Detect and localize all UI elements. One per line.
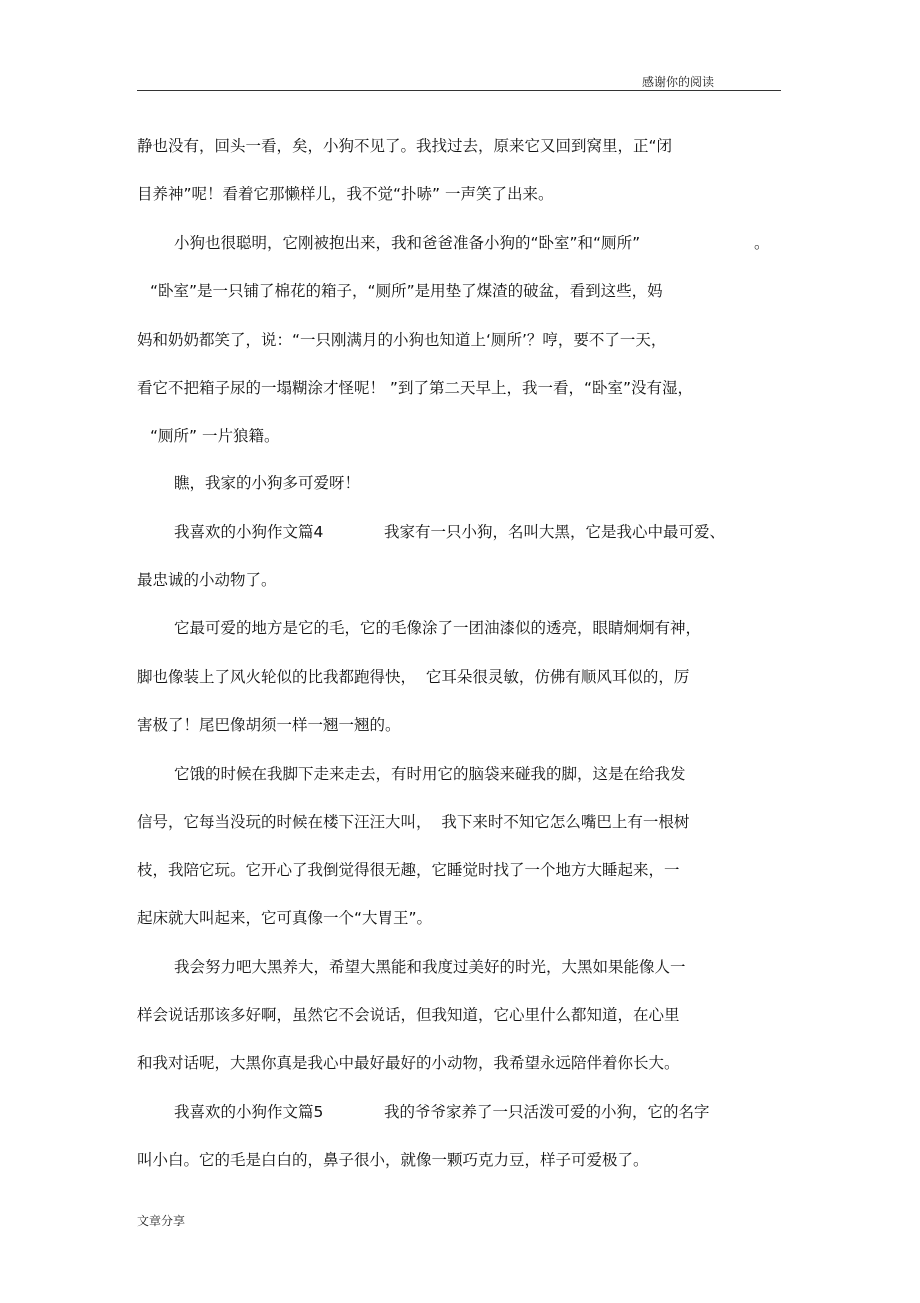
text-line: 它饿的时候在我脚下走来走去，有时用它的脑袋来碰我的脚，这是在给我发 [174,765,686,783]
text-line: 枝，我陪它玩。它开心了我倒觉得很无趣，它睡觉时找了一个地方大睡起来，一 [137,861,680,879]
text-line: 我会努力吧大黑养大，希望大黑能和我度过美好的时光，大黑如果能像人一 [174,958,686,976]
text-line: 目养神”呢！看着它那懒样儿，我不觉“扑哧” 一声笑了出来。 [137,185,554,203]
text-line: 瞧，我家的小狗多可爱呀！ [174,474,361,492]
header-text: 感谢你的阅读 [642,75,715,89]
text-line: 。 [754,234,770,252]
section-title: 我喜欢的小狗作文篇5 [174,1103,324,1121]
text-line: 看它不把箱子尿的一塌糊涂才怪呢！ ”到了第二天早上，我一看，“卧室”没有湿， [137,379,694,397]
text-line: 我家有一只小狗，名叫大黑，它是我心中最可爱、 [384,523,726,541]
text-line: 静也没有，回头一看，矣，小狗不见了。我找过去，原来它又回到窝里，正“闭 [137,137,673,155]
footer-text: 文章分享 [137,1214,186,1228]
text-line: “厕所” 一片狼籍。 [150,427,280,445]
text-line: 它最可爱的地方是它的毛，它的毛像涂了一团油漆似的透亮，眼睛炯炯有神， [174,619,702,637]
text-line: 脚也像装上了风火轮似的比我都跑得快， 它耳朵很灵敏，仿佛有顺风耳似的，厉 [137,668,690,686]
text-line: 信号，它每当没玩的时候在楼下汪汪大叫， 我下来时不知它怎么嘴巴上有一根树 [137,813,690,831]
text-line: 样会说话那该多好啊，虽然它不会说话，但我知道，它心里什么都知道，在心里 [137,1006,680,1024]
text-line: 小狗也很聪明，它刚被抱出来，我和爸爸准备小狗的“卧室”和“厕所” [174,234,641,252]
header-rule [137,90,781,91]
text-line: 叫小白。它的毛是白白的，鼻子很小，就像一颗巧克力豆，样子可爱极了。 [137,1151,649,1169]
text-line: 妈和奶奶都笑了，说：“一只刚满月的小狗也知道上‘厕所’？哼，要不了一天， [137,331,667,349]
text-line: 害极了！尾巴像胡须一样一翘一翘的。 [137,716,401,734]
text-line: “卧室”是一只铺了棉花的箱子，“厕所”是用垫了煤渣的破盆，看到这些，妈 [150,282,663,300]
section-title: 我喜欢的小狗作文篇4 [174,523,324,541]
text-line: 最忠诚的小动物了。 [137,571,277,589]
text-line: 我的爷爷家养了一只活泼可爱的小狗，它的名字 [384,1103,710,1121]
text-line: 起床就大叫起来，它可真像一个“大胃王”。 [137,909,433,927]
text-line: 和我对话呢，大黑你真是我心中最好最好的小动物，我希望永远陪伴着你长大。 [137,1054,680,1072]
